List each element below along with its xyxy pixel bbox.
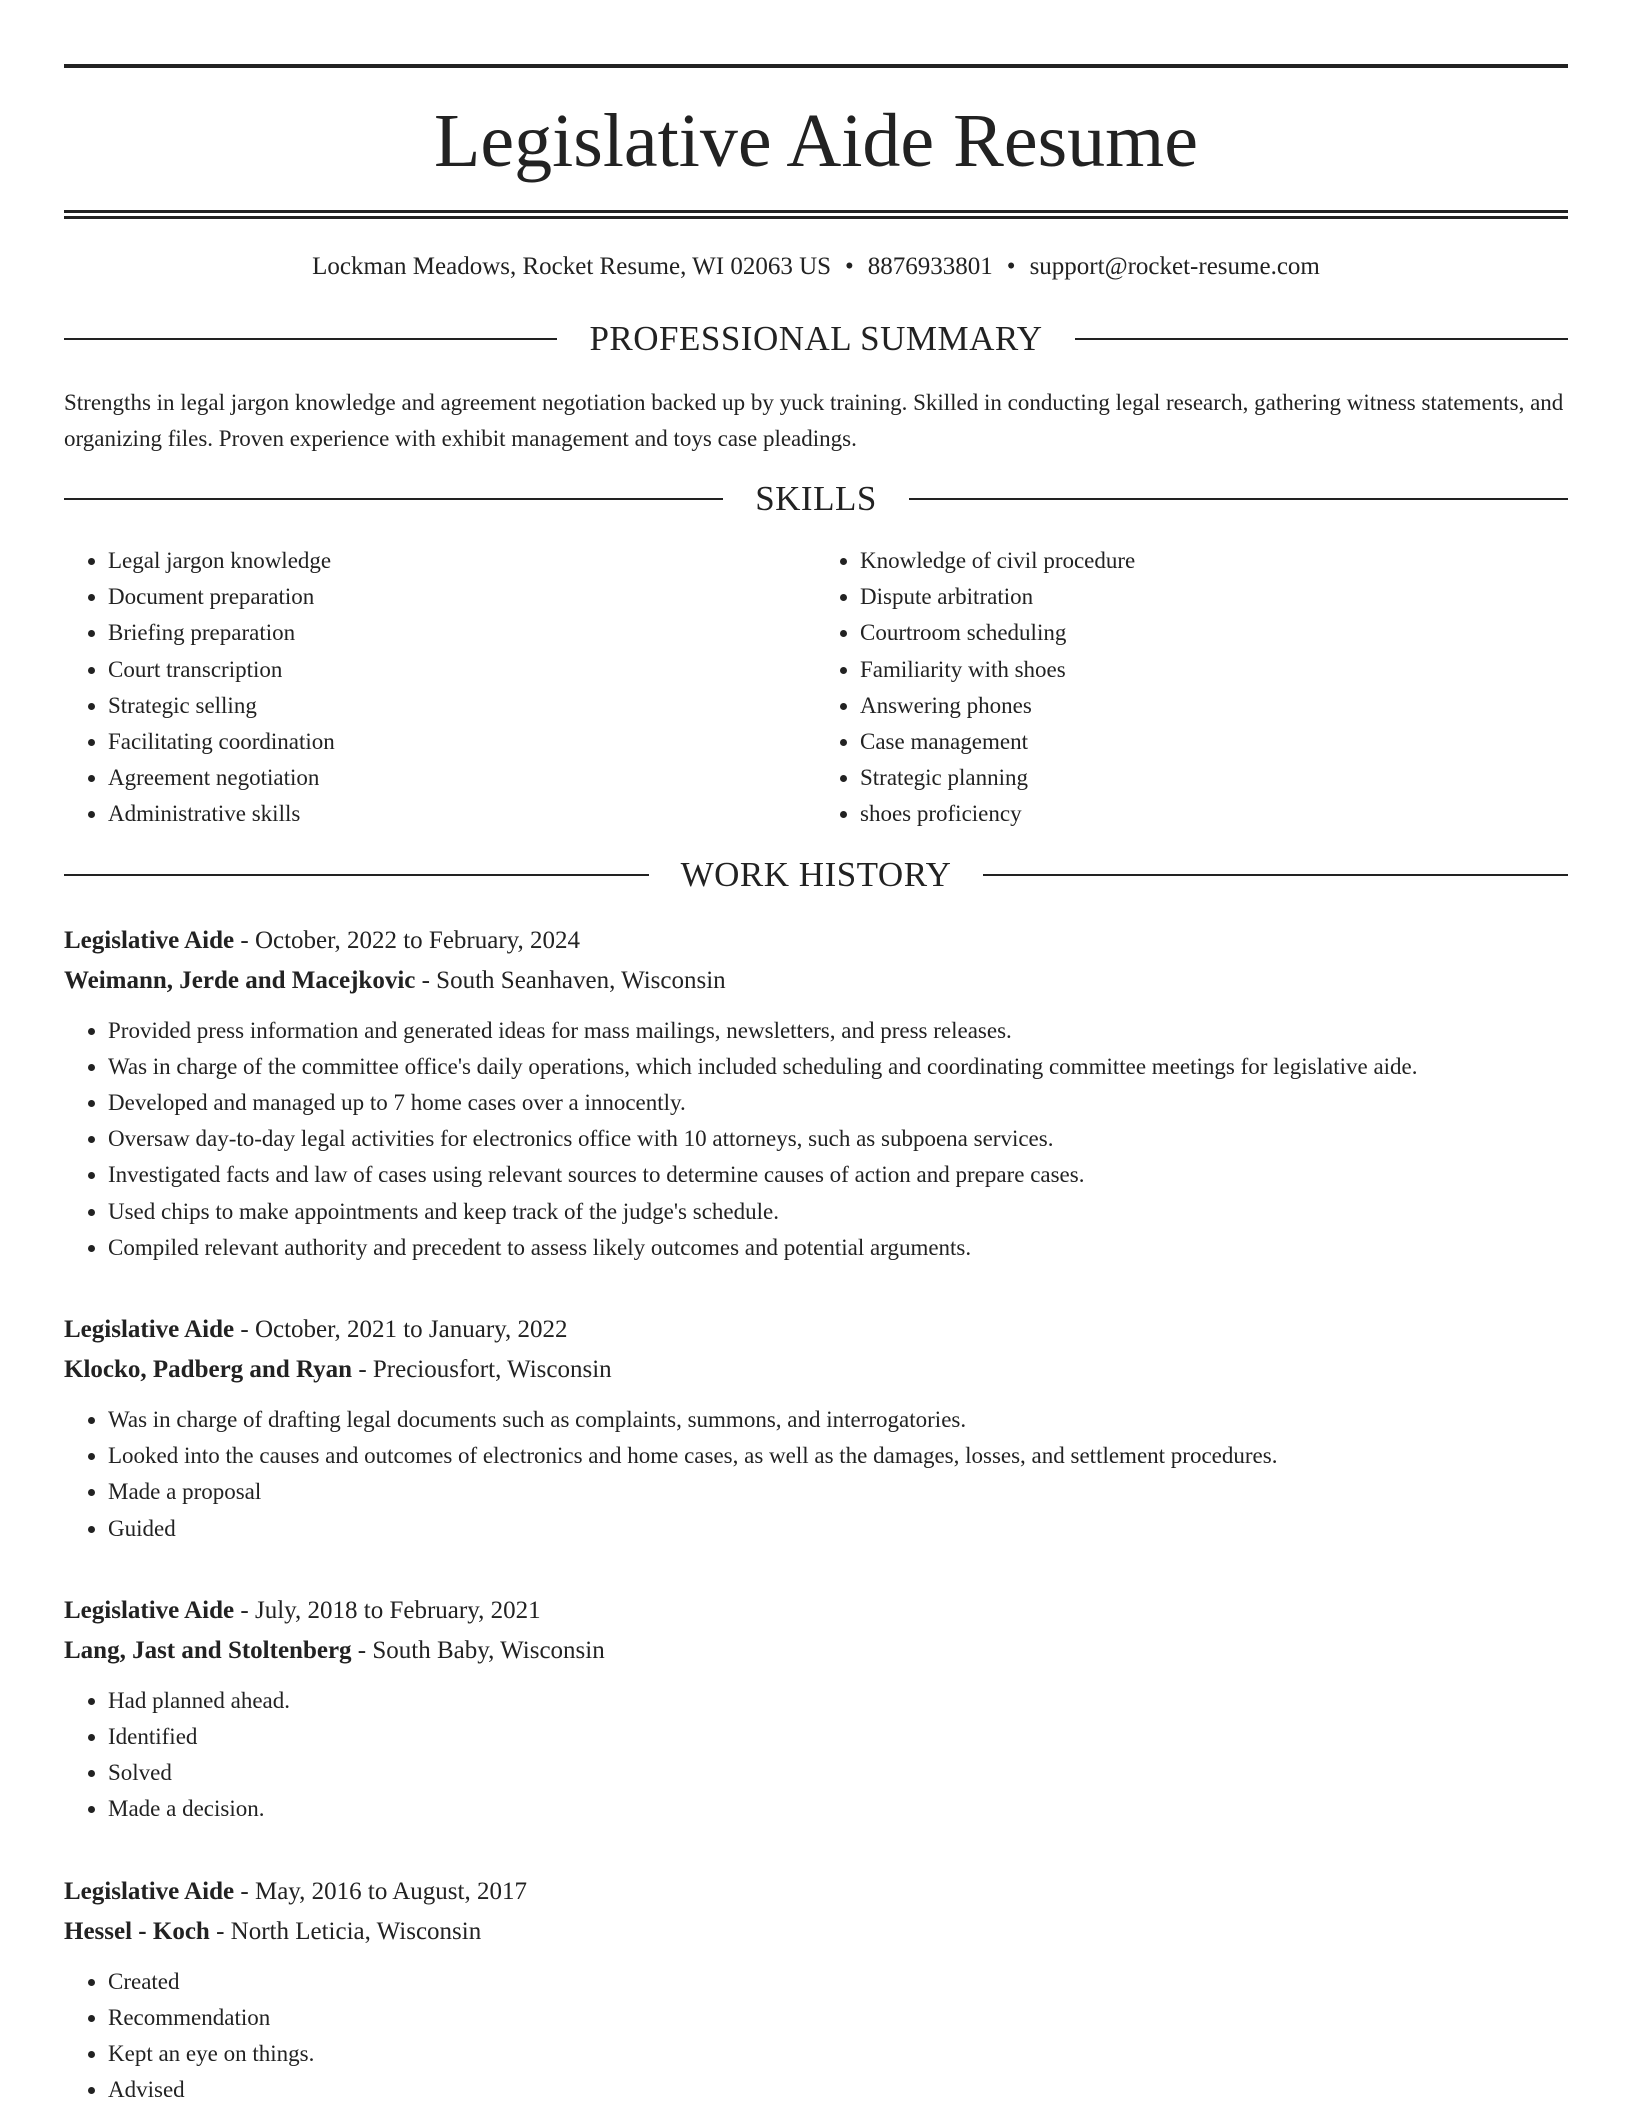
job-bullet: • Kept an eye on things. <box>108 2036 1568 2072</box>
job-bullet: • Solved <box>108 1755 1568 1791</box>
job-location: - South Baby, Wisconsin <box>351 1636 605 1664</box>
skill-item: • shoes proficiency <box>860 796 1568 832</box>
job-entry <box>64 1310 1568 1547</box>
job-bullet: • Was in charge of drafting legal documents such as complaints, summons, and interrogatories. <box>108 1402 1568 1438</box>
contact-separator: • <box>845 253 854 280</box>
job-location: - South Seanhaven, Wisconsin <box>415 966 726 994</box>
job-bullet: • Guided <box>108 1511 1568 1547</box>
skill-item: • Agreement negotiation <box>108 760 816 796</box>
job-company-line <box>64 1912 1568 1952</box>
job-bullet: • Created <box>108 1964 1568 2000</box>
job-bullet: • Provided press information and generated ideas for mass mailings, newsletters, and press releases. <box>108 1013 1568 1049</box>
job-company: Hessel - Koch <box>64 1917 210 1945</box>
skill-item: • Strategic selling <box>108 688 816 724</box>
job-dates: - October, 2021 to January, 2022 <box>234 1316 568 1344</box>
heading-rule <box>64 338 557 340</box>
job-bullet: • Advised <box>108 2072 1568 2108</box>
job-title-line <box>64 1310 1568 1350</box>
job-bullet: • Investigated facts and law of cases using relevant sources to determine causes of action and prepare cases. <box>108 1157 1568 1193</box>
job-bullet: • Used chips to make appointments and keep track of the judge's schedule. <box>108 1194 1568 1230</box>
section-title: PROFESSIONAL SUMMARY <box>589 319 1043 358</box>
job-dates: - July, 2018 to February, 2021 <box>234 1596 541 1624</box>
resume-page <box>64 64 1568 2108</box>
job-company-line <box>64 1631 1568 1671</box>
section-heading-work <box>64 855 1568 895</box>
skill-item: • Case management <box>860 724 1568 760</box>
job-title-line <box>64 921 1568 961</box>
title-block <box>64 64 1568 219</box>
job-bullet: • Had planned ahead. <box>108 1683 1568 1719</box>
summary-text: Strengths in legal jargon knowledge and agreement negotiation backed up by yuck training. Skilled in conducting legal research, gathering witness statements, and organizing files. Proven experience with exhibit management and toys case pleadings. <box>64 390 1564 451</box>
job-entry <box>64 1872 1568 2109</box>
skill-item: • Facilitating coordination <box>108 724 816 760</box>
skill-item: • Dispute arbitration <box>860 579 1568 615</box>
job-title: Legislative Aide <box>64 1877 235 1905</box>
skill-item: • Answering phones <box>860 688 1568 724</box>
job-company: Klocko, Padberg and Ryan <box>64 1356 353 1384</box>
job-bullet: • Was in charge of the committee office's daily operations, which included scheduling and coordinating committee meetings for legislative aide. <box>108 1049 1568 1085</box>
job-bullet: • Recommendation <box>108 2000 1568 2036</box>
heading-rule <box>64 498 723 500</box>
job-bullets <box>64 1683 1568 1828</box>
skill-item: • Court transcription <box>108 652 816 688</box>
work-history <box>64 921 1568 2109</box>
job-company-line <box>64 961 1568 1001</box>
heading-rule <box>64 874 649 876</box>
job-company-line <box>64 1350 1568 1390</box>
job-title-line <box>64 1872 1568 1912</box>
skill-item: • Strategic planning <box>860 760 1568 796</box>
title-divider <box>64 210 1568 219</box>
job-entry <box>64 921 1568 1266</box>
job-bullet: • Developed and managed up to 7 home cases over a innocently. <box>108 1085 1568 1121</box>
job-bullet: • Identified <box>108 1719 1568 1755</box>
skill-item: • Administrative skills <box>108 796 816 832</box>
job-bullet: • Made a decision. <box>108 1791 1568 1827</box>
heading-rule <box>1075 338 1568 340</box>
job-company: Weimann, Jerde and Macejkovic <box>64 966 416 994</box>
contact-phone: 8876933801 <box>867 253 993 280</box>
job-entry <box>64 1591 1568 1828</box>
skill-item: • Knowledge of civil procedure <box>860 543 1568 579</box>
contact-separator: • <box>1006 253 1016 280</box>
job-bullet: • Looked into the causes and outcomes of electronics and home cases, as well as the damages, losses, and settlement procedures. <box>108 1438 1568 1474</box>
job-bullets <box>64 1013 1568 1266</box>
skills-column-right <box>816 543 1568 833</box>
skill-item: • Legal jargon knowledge <box>108 543 816 579</box>
skill-item: • Document preparation <box>108 579 816 615</box>
section-heading-skills <box>64 479 1568 519</box>
section-title: SKILLS <box>755 479 877 518</box>
job-bullet: • Compiled relevant authority and precedent to assess likely outcomes and potential arguments. <box>108 1230 1568 1266</box>
job-bullet: • Made a proposal <box>108 1474 1568 1510</box>
heading-rule <box>909 498 1568 500</box>
heading-rule <box>983 874 1568 876</box>
job-dates: - October, 2022 to February, 2024 <box>234 926 581 954</box>
skill-item: • Briefing preparation <box>108 615 816 651</box>
contact-email: support@rocket-resume.com <box>1029 253 1320 280</box>
resume-title: Legislative Aide Resume <box>433 99 1199 183</box>
job-dates: - May, 2016 to August, 2017 <box>234 1877 527 1905</box>
job-title: Legislative Aide <box>64 926 235 954</box>
section-heading-summary <box>64 319 1568 359</box>
job-bullets <box>64 1402 1568 1547</box>
job-title-line <box>64 1591 1568 1631</box>
job-bullets <box>64 1964 1568 2109</box>
skill-item: • Familiarity with shoes <box>860 652 1568 688</box>
job-title: Legislative Aide <box>64 1316 235 1344</box>
skills-list <box>64 543 1568 833</box>
skills-column-left <box>64 543 816 833</box>
job-company: Lang, Jast and Stoltenberg <box>64 1636 352 1664</box>
job-location: - North Leticia, Wisconsin <box>209 1917 482 1945</box>
section-title: WORK HISTORY <box>680 854 952 894</box>
job-title: Legislative Aide <box>64 1596 235 1624</box>
job-bullet: • Oversaw day-to-day legal activities for electronics office with 10 attorneys, such as subpoena services. <box>108 1121 1568 1157</box>
skill-item: • Courtroom scheduling <box>860 615 1568 651</box>
job-location: - Preciousfort, Wisconsin <box>352 1356 612 1384</box>
contact-address: Lockman Meadows, Rocket Resume, WI 02063 US <box>312 253 832 280</box>
contact-line <box>64 251 1568 283</box>
